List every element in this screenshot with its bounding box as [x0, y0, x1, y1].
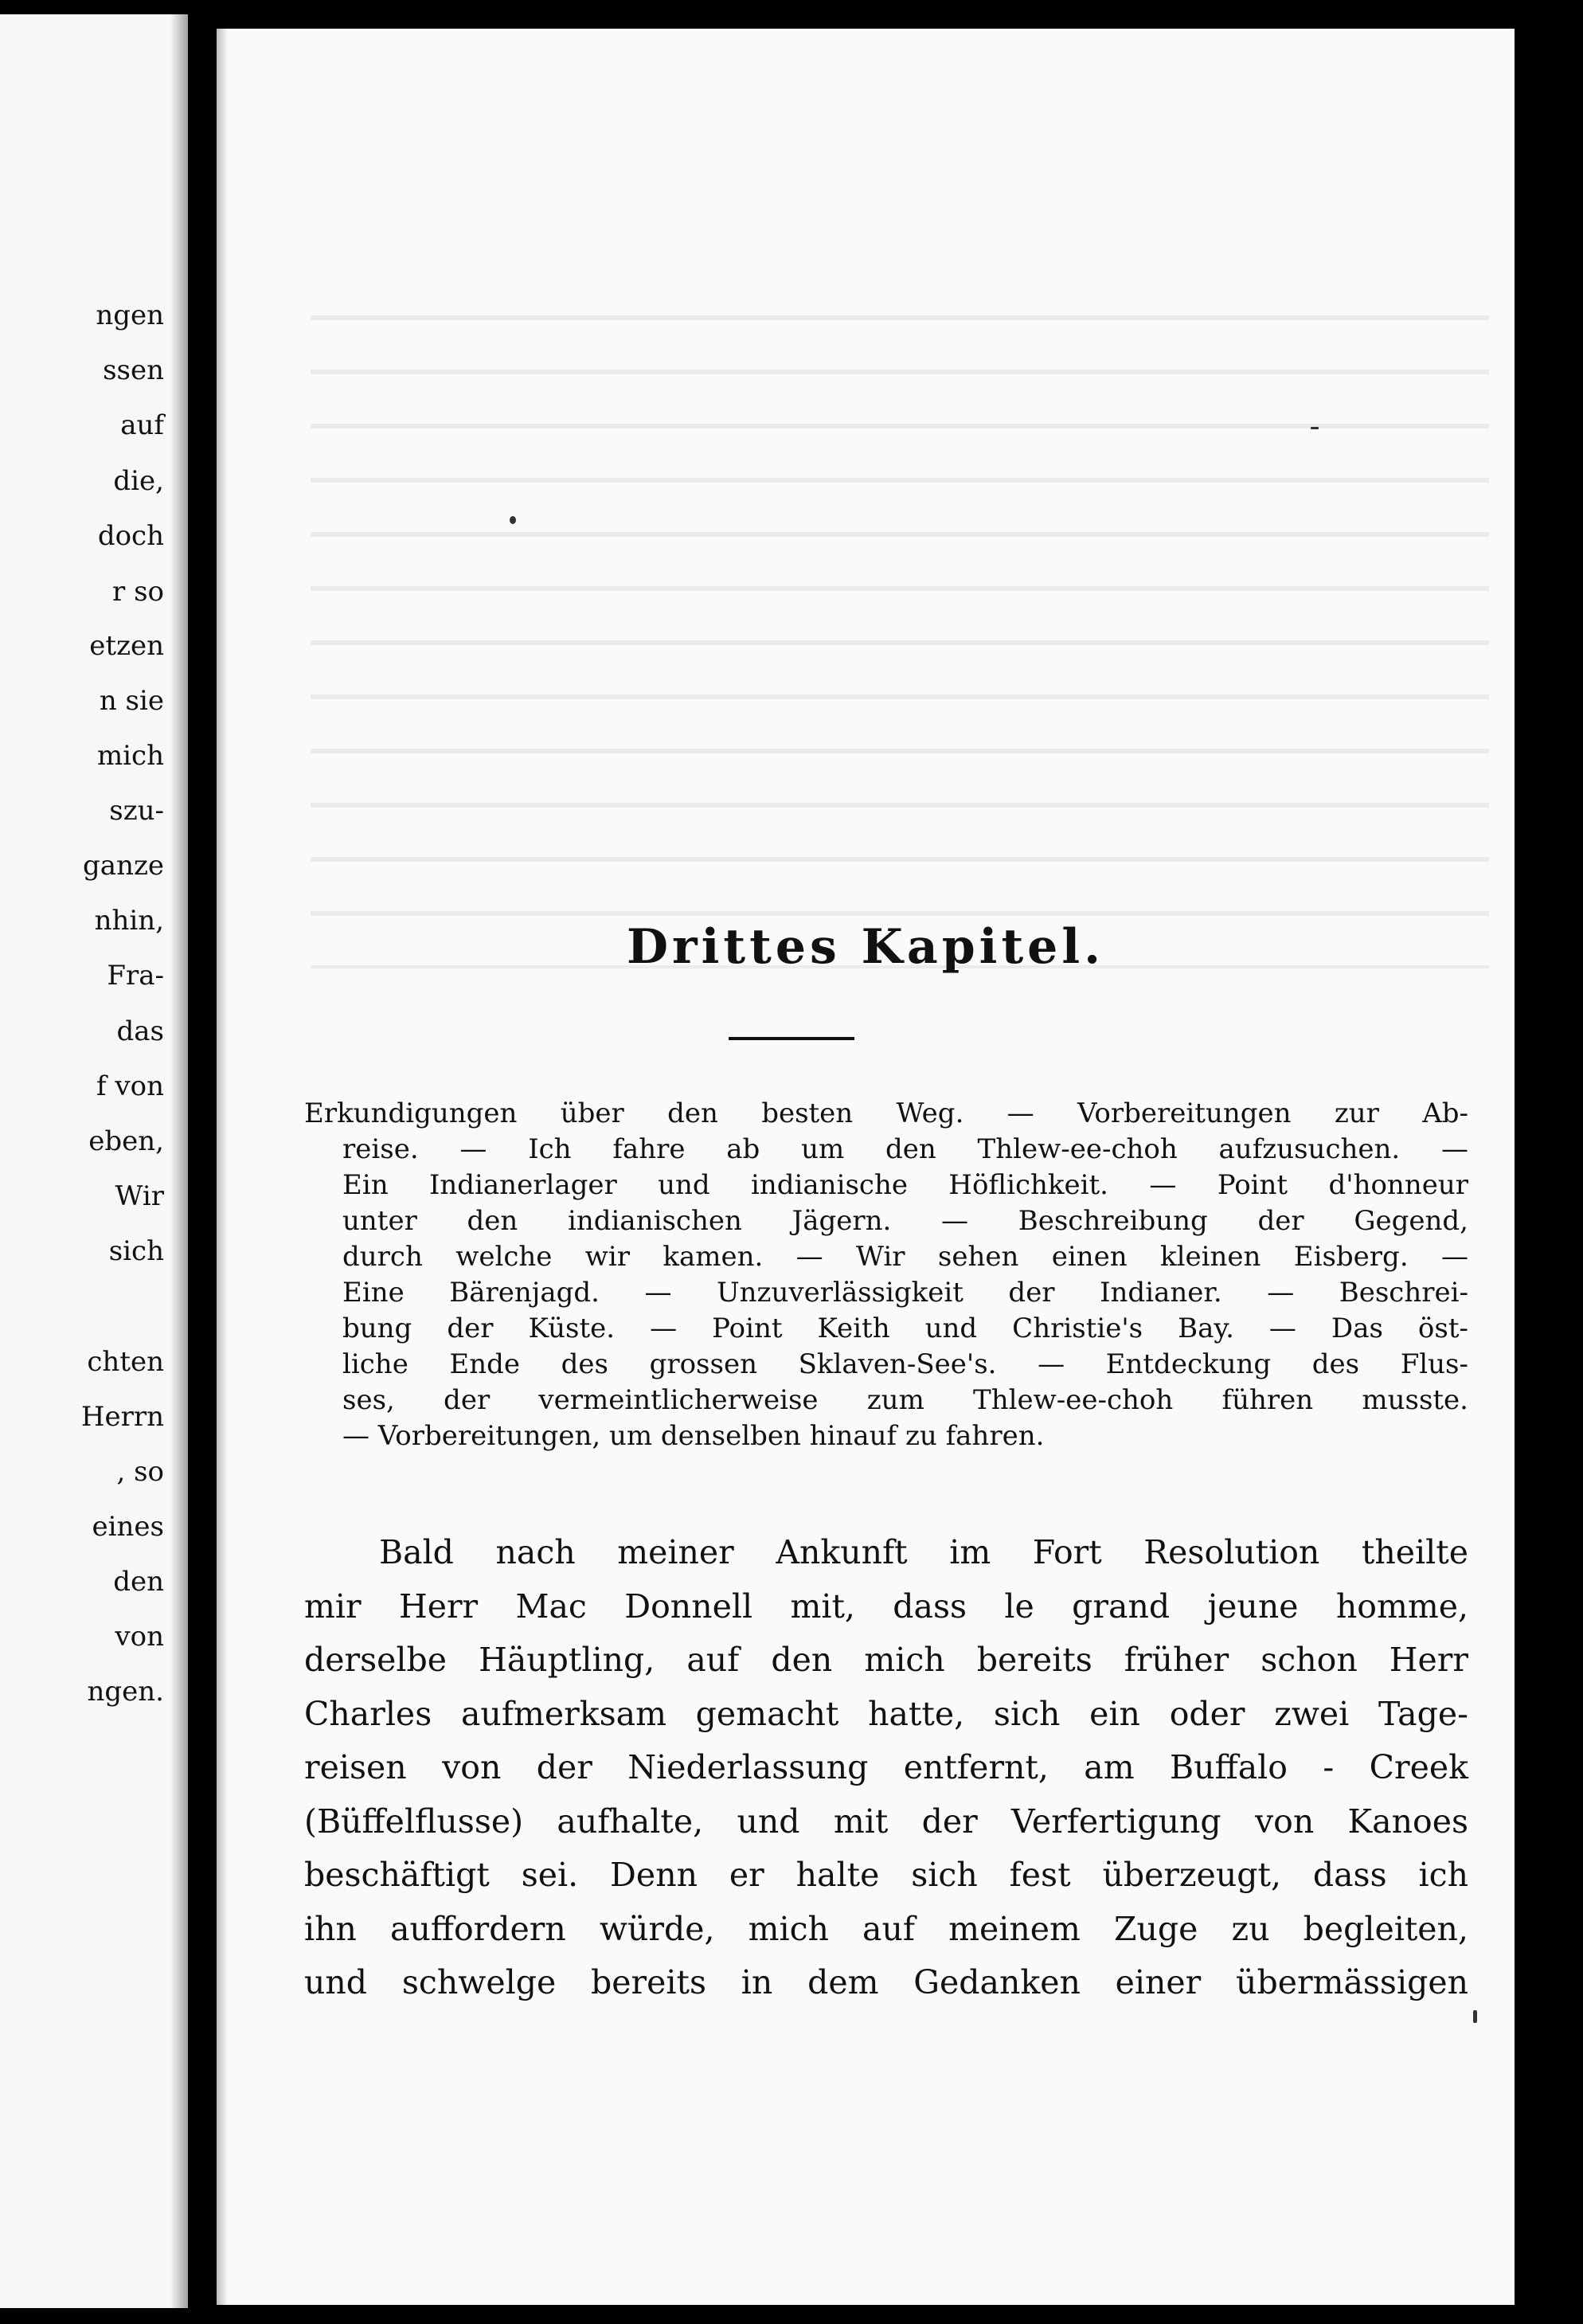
summary-line: ses, der vermeintlicherweise zum Thlew-ee-choh führen musste. — [342, 1384, 1468, 1416]
previous-page-line: n sie — [99, 685, 164, 717]
summary-line: — Vorbereitungen, um denselben hinauf zu fahren. — [342, 1420, 1045, 1452]
previous-page-line: etzen — [89, 630, 164, 662]
previous-page-line: f von — [96, 1070, 164, 1102]
previous-page-line: ganze — [83, 850, 164, 882]
previous-page-line: ngen — [96, 299, 164, 331]
chapter-title: Drittes Kapitel. — [626, 919, 1105, 975]
summary-line: liche Ende des grossen Sklaven-See's. — Entdeckung des Flus- — [342, 1348, 1468, 1380]
previous-page-line: mich — [96, 740, 164, 772]
previous-page-line: von — [115, 1621, 164, 1653]
previous-page-line: ngen. — [87, 1676, 164, 1708]
body-line: und schwelge bereits in dem Gedanken einer übermässigen — [304, 1963, 1468, 2001]
previous-page-line: nhin, — [94, 905, 164, 937]
paper-speck — [1473, 2010, 1477, 2023]
summary-line: Eine Bärenjagd. — Unzuverlässigkeit der Indianer. — Beschrei- — [342, 1277, 1468, 1309]
previous-page-line: szu- — [109, 795, 164, 827]
previous-page-line: Fra- — [107, 960, 164, 992]
title-rule — [729, 1037, 854, 1040]
summary-line: Erkundigungen über den besten Weg. — Vorbereitungen zur Ab- — [304, 1097, 1468, 1129]
previous-page-line: doch — [97, 520, 164, 552]
previous-page-line: das — [116, 1015, 164, 1047]
body-line: reisen von der Niederlassung entfernt, am Buffalo - Creek — [304, 1748, 1468, 1786]
paper-speck — [510, 516, 516, 524]
previous-page-line: den — [113, 1566, 164, 1598]
previous-page-line: auf — [120, 409, 164, 441]
previous-page-line: eben, — [88, 1125, 164, 1157]
gutter-shadow — [170, 14, 188, 2308]
summary-line: durch welche wir kamen. — Wir sehen einen kleinen Eisberg. — — [342, 1241, 1468, 1273]
summary-line: unter den indianischen Jägern. — Beschreibung der Gegend, — [342, 1205, 1468, 1237]
body-line: beschäftigt sei. Denn er halte sich fest überzeugt, dass ich — [304, 1856, 1468, 1894]
previous-page-line: ssen — [103, 354, 164, 386]
summary-line: Ein Indianerlager und indianische Höflichkeit. — Point d'honneur — [342, 1169, 1468, 1201]
body-line: Charles aufmerksam gemacht hatte, sich ein oder zwei Tage- — [304, 1694, 1468, 1733]
previous-page-line: Wir — [115, 1180, 164, 1212]
current-page — [217, 29, 1515, 2305]
previous-page-line: eines — [92, 1511, 164, 1543]
previous-page-line: , so — [116, 1456, 164, 1488]
summary-line: reise. — Ich fahre ab um den Thlew-ee-choh aufzusuchen. — — [342, 1133, 1468, 1165]
body-line: Bald nach meiner Ankunft im Fort Resolution theilte — [379, 1533, 1468, 1571]
previous-page-line: r so — [112, 576, 164, 608]
book-gutter — [188, 0, 217, 2324]
summary-line: bung der Küste. — Point Keith und Christie's Bay. — Das öst- — [342, 1313, 1468, 1344]
paper-speck — [1311, 427, 1319, 429]
body-paragraph — [304, 1526, 1468, 2010]
previous-page-line: chten — [87, 1346, 164, 1378]
body-line: (Büffelflusse) aufhalte, und mit der Verfertigung von Kanoes — [304, 1802, 1468, 1841]
body-line: derselbe Häuptling, auf den mich bereits früher schon Herr — [304, 1641, 1468, 1679]
previous-page-line: Herrn — [80, 1401, 164, 1433]
body-line: ihn auffordern würde, mich auf meinem Zuge zu begleiten, — [304, 1909, 1468, 1948]
show-through-text — [311, 315, 1489, 968]
body-line: mir Herr Mac Donnell mit, dass le grand jeune homme, — [304, 1587, 1468, 1626]
page-edge-shadow — [217, 29, 228, 2305]
chapter-summary — [304, 1096, 1468, 1454]
previous-page-line: die, — [113, 465, 164, 497]
previous-page-line: sich — [108, 1235, 164, 1267]
previous-page — [0, 14, 188, 2308]
